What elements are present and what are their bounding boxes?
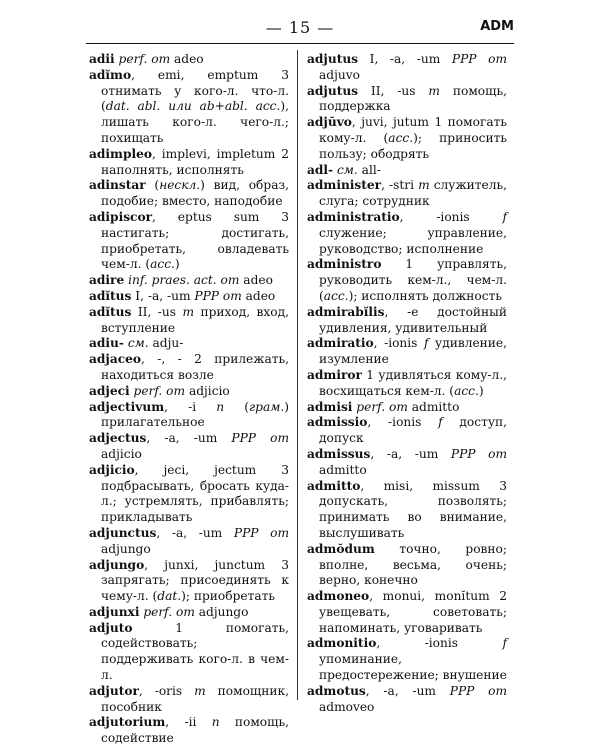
page-number: — 15 — xyxy=(265,18,335,37)
dictionary-entry xyxy=(307,684,507,716)
grammar-note: n xyxy=(211,715,220,730)
dictionary-entry xyxy=(89,68,289,147)
definition-text: служитель, слуга; сотрудник xyxy=(319,178,507,209)
headword: adipiscor xyxy=(89,209,153,224)
grammar-note: perf. от xyxy=(129,383,189,398)
definition-text: ); исполнять должность xyxy=(348,288,502,303)
headword: admisi xyxy=(307,399,353,414)
headword: adĭtus xyxy=(89,304,132,319)
grammar-note: acc. xyxy=(388,130,414,145)
header-rule xyxy=(86,43,514,44)
definition-text: , jeci, jectum 3 подбрасывать, бросать куда-л.; устремлять, прибавлять; прикладывать xyxy=(101,462,289,525)
definition-text: 1 управлять, руководить кем-л., чем-л. ( xyxy=(319,257,507,303)
definition-text: , -ionis xyxy=(367,415,439,430)
grammar-note: inf. praes. act. от xyxy=(124,273,244,288)
right-column xyxy=(307,52,507,715)
dictionary-entry xyxy=(307,336,507,368)
headword: admiratio xyxy=(307,336,374,351)
definition-text: adjungo xyxy=(198,604,249,619)
definition-text: I, -a, -um xyxy=(358,52,452,66)
dictionary-entry xyxy=(307,368,507,400)
grammar-note: dat. xyxy=(157,589,182,604)
definition-text: ) xyxy=(174,257,180,272)
dictionary-entry xyxy=(89,178,289,210)
definition-text: 1 помогать, содействовать; поддерживать кого-л. в чем-л. xyxy=(101,620,289,683)
definition-text: , -ionis xyxy=(376,636,503,651)
dictionary-entry xyxy=(89,621,289,684)
definition-text: admoveo xyxy=(319,699,375,714)
definition-text: , -oris xyxy=(138,683,195,698)
dictionary-entry xyxy=(307,115,507,162)
dictionary-entry xyxy=(89,400,289,432)
definition-text: adjuvo xyxy=(319,67,360,82)
definition-text: , implevi, impletum 2 наполнять, исполнять xyxy=(101,146,289,177)
definition-text: ); приносить пользу; ободрять xyxy=(319,130,507,161)
headword: administratio xyxy=(307,209,400,224)
headword: adjectivum xyxy=(89,399,165,414)
dictionary-entry xyxy=(89,336,289,352)
dictionary-entry xyxy=(307,400,507,416)
definition-text: , juvi, jutum 1 помогать кому-л. ( xyxy=(319,115,507,145)
dictionary-entry xyxy=(89,463,289,526)
headword: adjicio xyxy=(89,462,135,477)
headword: admissus xyxy=(307,446,371,461)
dictionary-entry xyxy=(89,52,289,68)
definition-text: adeo xyxy=(174,52,204,66)
grammar-note: f xyxy=(438,415,443,430)
definition-text: , junxi, junctum 3 запрягать; присоединять к чему-л. ( xyxy=(101,557,289,604)
headword: admonitio xyxy=(307,636,377,651)
definition-text: II, -us xyxy=(131,304,183,319)
definition-text: ), лишать кого-л. чего-л.; похищать xyxy=(101,99,289,145)
definition-text: adeo xyxy=(245,288,276,303)
grammar-note: f xyxy=(502,209,507,224)
headword: admoneo xyxy=(307,589,370,604)
headword: adjŭvo xyxy=(307,115,352,130)
grammar-note: acc. xyxy=(323,288,349,303)
guide-word: ADM xyxy=(480,19,514,34)
dictionary-entry xyxy=(307,447,507,479)
definition-text: , -ionis xyxy=(373,336,424,351)
definition-text: доступ, допуск xyxy=(319,415,507,446)
definition-text: , -i xyxy=(164,399,217,414)
headword: adjunctus xyxy=(89,525,157,540)
grammar-note: m xyxy=(418,178,430,193)
grammar-note: см. xyxy=(333,162,362,177)
grammar-note: m xyxy=(428,83,440,98)
dictionary-entry xyxy=(307,257,507,304)
headword: administer xyxy=(307,178,382,193)
headword: adĭmo xyxy=(89,67,132,82)
headword: admirabĭlis xyxy=(307,304,385,319)
headword: adĭtus xyxy=(89,288,132,303)
dictionary-entry xyxy=(307,84,507,116)
definition-text: adjicio xyxy=(188,383,230,398)
headword: adjectus xyxy=(89,431,147,446)
definition-text: ( xyxy=(145,178,160,193)
headword: adjutorium xyxy=(89,715,166,730)
grammar-note: m xyxy=(182,304,195,319)
definition-text: ( xyxy=(224,399,250,414)
definition-text: admitto xyxy=(319,462,367,477)
grammar-note: f xyxy=(502,636,507,651)
definition-text: служение; управление, руководство; исполнение xyxy=(319,225,507,256)
headword: admotus xyxy=(307,683,366,698)
headword: adire xyxy=(89,273,125,288)
headword: adjeci xyxy=(89,383,130,398)
grammar-note: m xyxy=(194,683,206,698)
headword: adjutor xyxy=(89,683,139,698)
grammar-note: acc. xyxy=(454,383,479,398)
dictionary-entry xyxy=(307,589,507,636)
headword: adjuto xyxy=(89,620,133,635)
definition-text: adjicio xyxy=(101,446,142,461)
grammar-note: PPP от xyxy=(449,683,508,698)
dictionary-entry xyxy=(89,526,289,558)
headword: adimpleo xyxy=(89,146,152,161)
headword: admissio xyxy=(307,415,368,430)
page-header xyxy=(86,18,514,44)
dictionary-entry xyxy=(89,715,289,747)
dictionary-entry xyxy=(89,210,289,273)
grammar-note: PPP от xyxy=(451,52,507,66)
dictionary-entry xyxy=(307,636,507,683)
definition-text: I, -a, -um xyxy=(131,288,195,303)
grammar-note: см. xyxy=(123,336,153,351)
dictionary-entry xyxy=(307,305,507,337)
headword: adl- xyxy=(307,162,334,177)
headword: adiu- xyxy=(89,336,124,351)
definition-text: помощь, содействие xyxy=(101,715,289,746)
dictionary-entry xyxy=(307,52,507,84)
grammar-note: perf. от xyxy=(139,604,199,619)
headword: adjutus xyxy=(307,83,359,98)
definition-text: , -ionis xyxy=(399,209,503,224)
definition-text: adeo xyxy=(243,273,273,288)
headword: administro xyxy=(307,257,382,272)
definition-text: all- xyxy=(361,162,381,177)
grammar-note: PPP от xyxy=(233,525,289,540)
grammar-note: dat. abl. или ab+abl. acc. xyxy=(105,99,281,114)
headword: admiror xyxy=(307,367,362,382)
definition-text: , -ii xyxy=(165,715,212,730)
grammar-note: perf. от xyxy=(352,399,412,414)
dictionary-entry xyxy=(89,352,289,384)
definition-text: adju- xyxy=(152,336,184,351)
definition-text: ) xyxy=(478,383,484,398)
definition-text: упоминание, предостережение; внушение xyxy=(319,652,507,683)
dictionary-entry xyxy=(307,178,507,210)
dictionary-entry xyxy=(307,210,507,257)
dictionary-entry xyxy=(89,305,289,337)
definition-text: , -a, -um xyxy=(370,446,451,461)
column-divider xyxy=(297,50,298,700)
dictionary-entry xyxy=(307,542,507,589)
headword: adjaceo xyxy=(89,352,142,367)
grammar-note: n xyxy=(216,399,225,414)
grammar-note: perf. от xyxy=(114,52,174,66)
dictionary-entry xyxy=(89,273,289,289)
headword: adjungo xyxy=(89,557,145,572)
definition-text: adjungo xyxy=(101,541,151,556)
left-column xyxy=(89,52,289,747)
headword: admŏdum xyxy=(307,541,375,556)
dictionary-entry xyxy=(89,605,289,621)
definition-text: , emi, emptum 3 отнимать у кого-л. что-л. ( xyxy=(101,67,289,114)
grammar-note: грам. xyxy=(249,399,285,414)
dictionary-entry xyxy=(89,384,289,400)
definition-text: 1 удивляться кому-л., восхищаться кем-л. ( xyxy=(319,367,507,398)
headword: adii xyxy=(89,52,115,66)
definition-text: ); приобретать xyxy=(181,589,275,604)
definition-text: ) прилагательное xyxy=(101,399,289,430)
definition-text: ) вид, образ, подобие; вместо, наподобие xyxy=(101,178,289,209)
definition-text: , monui, monĭtum 2 увещевать, советовать; напоминать, уговаривать xyxy=(319,589,507,635)
definition-text: удивление, изумление xyxy=(319,336,507,367)
definition-text: помощь, поддержка xyxy=(319,83,507,114)
definition-text: приход, вход, вступление xyxy=(101,304,289,335)
grammar-note: f xyxy=(423,336,429,351)
dictionary-entry xyxy=(89,147,289,179)
definition-text: , -, - 2 прилежать, находиться возле xyxy=(101,352,289,382)
dictionary-entry xyxy=(89,558,289,605)
dictionary-entry xyxy=(89,684,289,716)
definition-text: , eptus sum 3 настигать; достигать, приобретать, овладевать чем-л. ( xyxy=(101,209,289,272)
definition-text: помощник, пособник xyxy=(101,683,289,714)
definition-text: , -a, -um xyxy=(146,431,232,446)
definition-text: admitto xyxy=(411,399,460,414)
definition-text: точно, ровно; вполне, весьма, очень; верно, конечно xyxy=(319,541,507,588)
dictionary-entry xyxy=(89,289,289,305)
dictionary-entry xyxy=(89,431,289,463)
headword: adjutus xyxy=(307,52,359,66)
definition-text: , misi, missum 3 допускать, позволять; принимать во внимание, выслушивать xyxy=(319,478,507,540)
headword: adinstar xyxy=(89,178,146,193)
dictionary-entry xyxy=(307,415,507,447)
grammar-note: нескл. xyxy=(159,178,201,193)
definition-text: II, -us xyxy=(358,83,429,98)
definition-text: , -e достойный удивления, удивительный xyxy=(319,304,507,335)
definition-text: , -a, -um xyxy=(156,525,234,540)
dictionary-entry xyxy=(307,479,507,542)
definition-text: , -a, -um xyxy=(365,683,450,698)
grammar-note: acc. xyxy=(150,257,175,272)
definition-text: , -stri xyxy=(381,178,419,193)
grammar-note: PPP от xyxy=(194,288,246,303)
headword: admitto xyxy=(307,478,361,493)
grammar-note: PPP от xyxy=(231,431,290,446)
headword: adjunxi xyxy=(89,604,140,619)
grammar-note: PPP от xyxy=(450,446,507,461)
dictionary-entry xyxy=(307,163,507,179)
